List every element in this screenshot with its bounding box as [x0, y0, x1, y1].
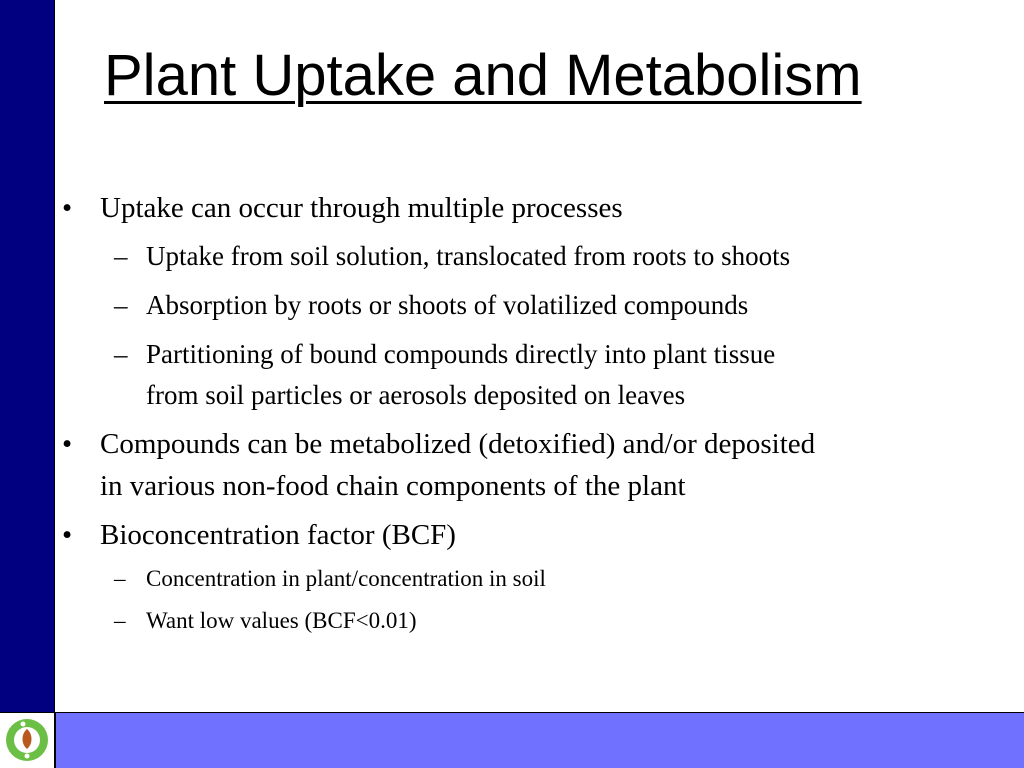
bullet-3-sub-1-text: Concentration in plant/concentration in soil [146, 566, 546, 591]
dash-marker: – [114, 339, 128, 369]
bottom-bar [55, 712, 1024, 768]
logo-box [0, 712, 55, 768]
bullet-1-sub-3-line-1: Partitioning of bound compounds directly into plant tissue [146, 339, 776, 369]
dash-marker: – [114, 241, 128, 271]
bullet-marker: • [62, 428, 73, 460]
bullet-marker: • [62, 192, 73, 224]
dash-marker: – [114, 566, 126, 591]
slide-title: Plant Uptake and Metabolism [104, 43, 862, 108]
dash-marker: – [114, 290, 128, 320]
bullet-1-sub-2-text: Absorption by roots or shoots of volatilized compounds [146, 290, 749, 320]
dash-marker: – [114, 608, 126, 633]
bullet-3-sub-2-text: Want low values (BCF<0.01) [146, 608, 417, 633]
leaf-globe-logo-icon [3, 716, 51, 764]
bullet-1-text: Uptake can occur through multiple processes [100, 192, 623, 224]
bullet-1-sub-3-line-2: from soil particles or aerosols deposited on leaves [146, 380, 686, 410]
bullet-2-line-1: Compounds can be metabolized (detoxified) and/or deposited [100, 428, 816, 460]
left-side-bar [0, 0, 55, 712]
bullet-marker: • [62, 519, 73, 551]
bullet-3-text: Bioconcentration factor (BCF) [100, 519, 456, 551]
bullet-2-line-2: in various non-food chain components of the plant [100, 470, 686, 502]
bullet-1-sub-1-text: Uptake from soil solution, translocated from roots to shoots [146, 241, 791, 271]
